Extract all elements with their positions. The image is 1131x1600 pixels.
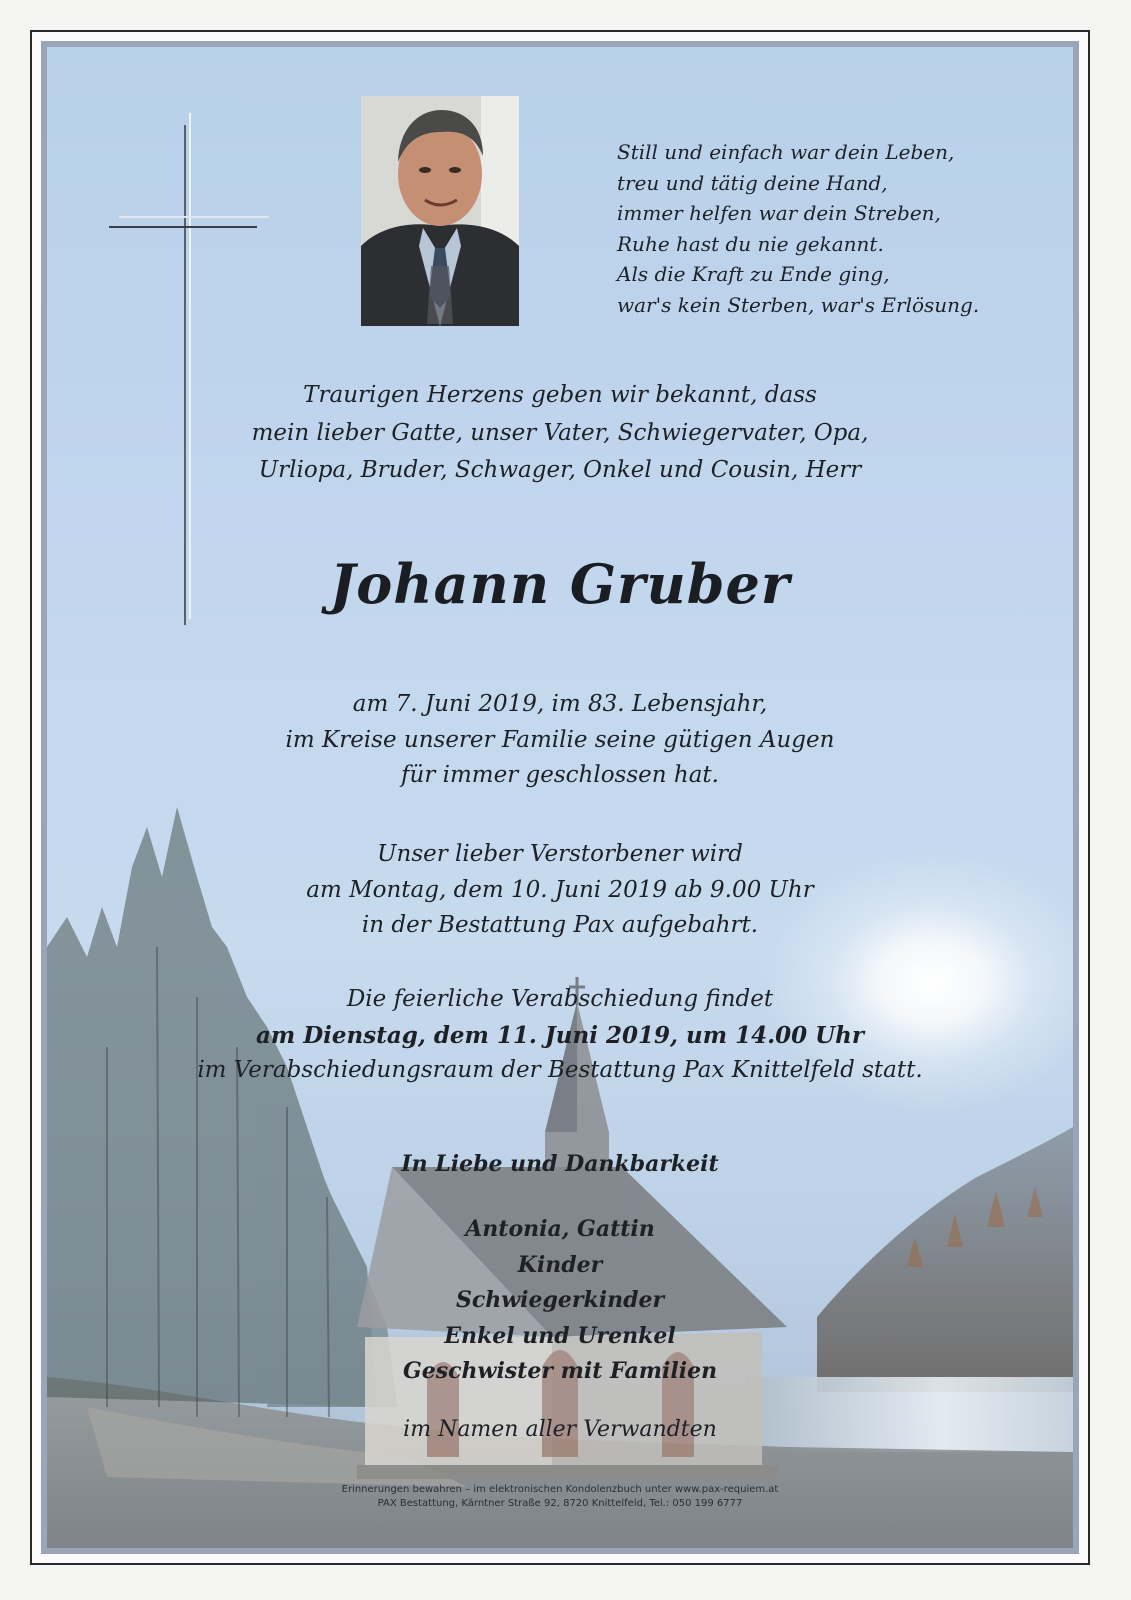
death-line: im Kreise unserer Familie seine gütigen Augen — [285, 726, 835, 753]
footer — [47, 1483, 1073, 1511]
mourner: Enkel und Urenkel — [444, 1322, 676, 1349]
relatives-line: im Namen aller Verwandten — [403, 1417, 717, 1442]
obituary-card — [41, 41, 1079, 1554]
portrait-photo — [361, 96, 519, 326]
death-info — [47, 687, 1073, 794]
poem-line: Als die Kraft zu Ende ging, — [617, 262, 890, 286]
farewell-info — [47, 982, 1073, 1089]
poem-line: war's kein Sterben, war's Erlösung. — [617, 292, 980, 317]
farewell-date: am Dienstag, dem 11. Juni 2019, um 14.00 Uhr — [255, 1021, 865, 1049]
poem-line: immer helfen war dein Streben, — [617, 201, 941, 225]
intro-line: Traurigen Herzens geben wir bekannt, dass — [303, 382, 817, 408]
intro-line: mein lieber Gatte, unser Vater, Schwiegervater, Opa, — [251, 419, 869, 446]
deceased-name: Johann Gruber — [329, 552, 791, 616]
announcement-intro — [47, 377, 1073, 490]
closing-phrase: In Liebe und Dankbarkeit — [401, 1151, 719, 1177]
viewing-line: Unser lieber Verstorbener wird — [377, 841, 743, 867]
poem-line: treu und tätig deine Hand, — [617, 170, 888, 195]
viewing-info — [47, 837, 1073, 944]
footer-condolence: Erinnerungen bewahren – im elektronischen Kondolenzbuch unter www.pax-requiem.at — [341, 1484, 779, 1495]
death-line: am 7. Juni 2019, im 83. Lebensjahr, — [352, 691, 768, 717]
viewing-line: in der Bestattung Pax aufgebahrt. — [361, 912, 759, 938]
intro-line: Urliopa, Bruder, Schwager, Onkel und Cousin, Herr — [258, 457, 862, 483]
viewing-line: am Montag, dem 10. Juni 2019 ab 9.00 Uhr — [306, 876, 814, 903]
footer-address: PAX Bestattung, Kärntner Straße 92, 8720 Knittelfeld, Tel.: 050 199 6777 — [377, 1498, 743, 1509]
poem — [617, 137, 979, 320]
death-line: für immer geschlossen hat. — [401, 762, 719, 788]
cross-icon — [109, 113, 269, 625]
mourners-list — [47, 1212, 1073, 1390]
mourner: Schwiegerkinder — [455, 1287, 665, 1313]
poem-line: Ruhe hast du nie gekannt. — [617, 231, 884, 256]
poem-line: Still und einfach war dein Leben, — [617, 140, 955, 164]
mourner: Geschwister mit Familien — [402, 1358, 718, 1384]
mourner: Kinder — [517, 1251, 603, 1278]
background-landscape — [47, 47, 1073, 1548]
farewell-line: Die feierliche Verabschiedung findet — [346, 986, 774, 1012]
farewell-line: im Verabschiedungsraum der Bestattung Pax Knittelfeld statt. — [197, 1057, 923, 1083]
mourner: Antonia, Gattin — [465, 1216, 655, 1242]
